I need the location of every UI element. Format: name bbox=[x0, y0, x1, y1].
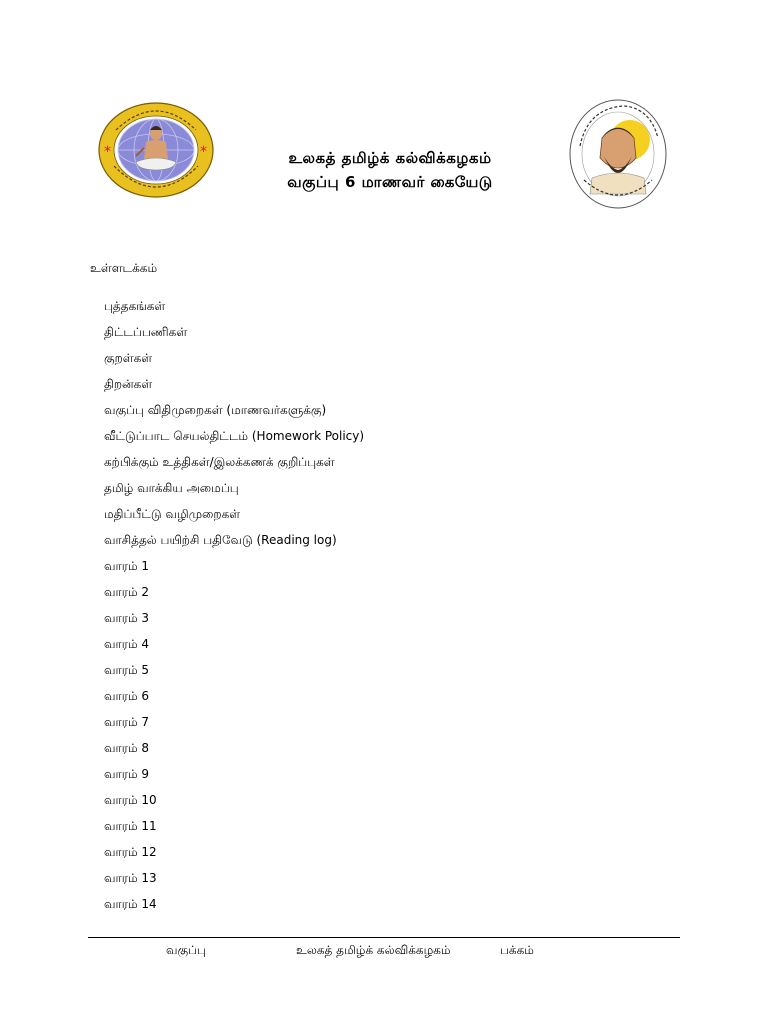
toc-item-week-3: வாரம் 3 bbox=[104, 611, 150, 625]
footer-divider bbox=[88, 937, 680, 938]
toc-item-homework-policy: வீட்டுப்பாட செயல்திட்டம் (Homework Policy) bbox=[104, 429, 365, 443]
svg-text:*: * bbox=[200, 144, 207, 160]
toc-item-week-14: வாரம் 14 bbox=[104, 897, 157, 911]
toc-item-week-7: வாரம் 7 bbox=[104, 715, 150, 729]
academy-title: உலகத் தமிழ்க் கல்விக்கழகம் bbox=[288, 149, 492, 167]
handbook-title: வகுப்பு 6 மாணவர் கையேடு bbox=[287, 173, 493, 191]
toc-item-week-6: வாரம் 6 bbox=[104, 689, 150, 703]
toc-item-reading-log: வாசித்தல் பயிற்சி பதிவேடு (Reading log) bbox=[104, 533, 337, 547]
toc-item-week-8: வாரம் 8 bbox=[104, 741, 150, 755]
toc-item-teaching-strategies: கற்பிக்கும் உத்திகள்/இலக்கணக் குறிப்புகள் bbox=[104, 455, 335, 469]
toc-item-week-2: வாரம் 2 bbox=[104, 585, 150, 599]
toc-item-week-1: வாரம் 1 bbox=[104, 559, 150, 573]
toc-item-sentence-structure: தமிழ் வாக்கிய அமைப்பு bbox=[104, 481, 239, 495]
footer-class-label: வகுப்பு bbox=[166, 943, 206, 957]
toc-item-week-12: வாரம் 12 bbox=[104, 845, 157, 859]
toc-item-week-13: வாரம் 13 bbox=[104, 871, 157, 885]
toc-item-kurals: குறள்கள் bbox=[104, 351, 153, 365]
toc-item-class-rules: வகுப்பு விதிமுறைகள் (மாணவர்களுக்கு) bbox=[104, 403, 327, 417]
toc-item-week-4: வாரம் 4 bbox=[104, 637, 150, 651]
document-title bbox=[240, 146, 540, 194]
table-of-contents bbox=[104, 298, 364, 922]
toc-item-week-11: வாரம் 11 bbox=[104, 819, 157, 833]
toc-heading: உள்ளடக்கம் bbox=[90, 261, 158, 275]
toc-item-week-9: வாரம் 9 bbox=[104, 767, 150, 781]
california-tamil-academy-logo bbox=[568, 98, 668, 210]
toc-item-week-5: வாரம் 5 bbox=[104, 663, 150, 677]
toc-item-books: புத்தகங்கள் bbox=[104, 299, 166, 313]
toc-item-skills: திறன்கள் bbox=[104, 377, 153, 391]
footer-academy-name: உலகத் தமிழ்க் கல்விக்கழகம் bbox=[296, 943, 451, 957]
toc-item-assessment: மதிப்பீட்டு வழிமுறைகள் bbox=[104, 507, 241, 521]
footer-page-label: பக்கம் bbox=[500, 943, 534, 957]
international-tamil-academy-logo bbox=[96, 100, 216, 200]
toc-item-projects: திட்டப்பணிகள் bbox=[104, 325, 188, 339]
toc-item-week-10: வாரம் 10 bbox=[104, 793, 157, 807]
svg-text:*: * bbox=[104, 144, 111, 160]
